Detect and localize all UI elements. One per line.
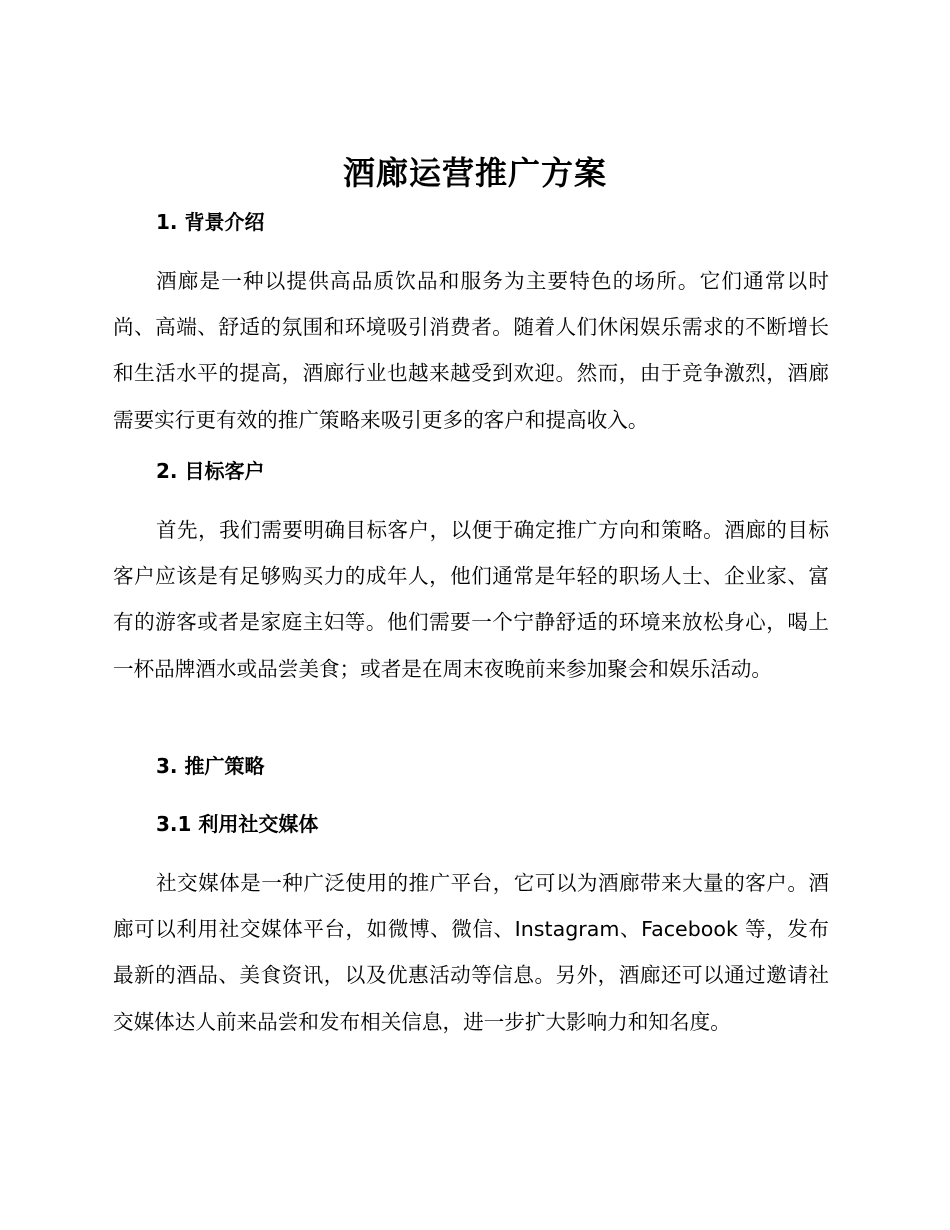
subsection-heading-social-media: 3.1 利用社交媒体 bbox=[156, 812, 319, 836]
paragraph-social-media: 社交媒体是一种广泛使用的推广平台，它可以为酒廊带来大量的客户。酒廊可以利用社交媒体平台，如微博、微信、Instagram、Facebook 等，发布最新的酒品、美食资讯，以及优惠活动等信息。另外，酒廊还可以通过邀请社交媒体达人前来品尝和发布相关信息，进一步扩大影响力和知名度。 bbox=[113, 871, 829, 1034]
section-heading-target-customers: 2. 目标客户 bbox=[156, 459, 265, 483]
paragraph-target-customers: 首先，我们需要明确目标客户，以便于确定推广方向和策略。酒廊的目标客户应该是有足够购买力的成年人，他们通常是年轻的职场人士、企业家、富有的游客或者是家庭主妇等。他们需要一个宁静舒适的环境来放松身心，喝上一杯品牌酒水或品尝美食；或者是在周末夜晚前来参加聚会和娱乐活动。 bbox=[113, 518, 829, 681]
document-title: 酒廊运营推广方案 bbox=[342, 154, 607, 192]
section-heading-promotion-strategy: 3. 推广策略 bbox=[156, 754, 265, 778]
section-heading-background: 1. 背景介绍 bbox=[156, 210, 265, 234]
paragraph-background: 酒廊是一种以提供高品质饮品和服务为主要特色的场所。它们通常以时尚、高端、舒适的氛围和环境吸引消费者。随着人们休闲娱乐需求的不断增长和生活水平的提高，酒廊行业也越来越受到欢迎。然而，由于竞争激烈，酒廊需要实行更有效的推广策略来吸引更多的客户和提高收入。 bbox=[113, 269, 829, 432]
